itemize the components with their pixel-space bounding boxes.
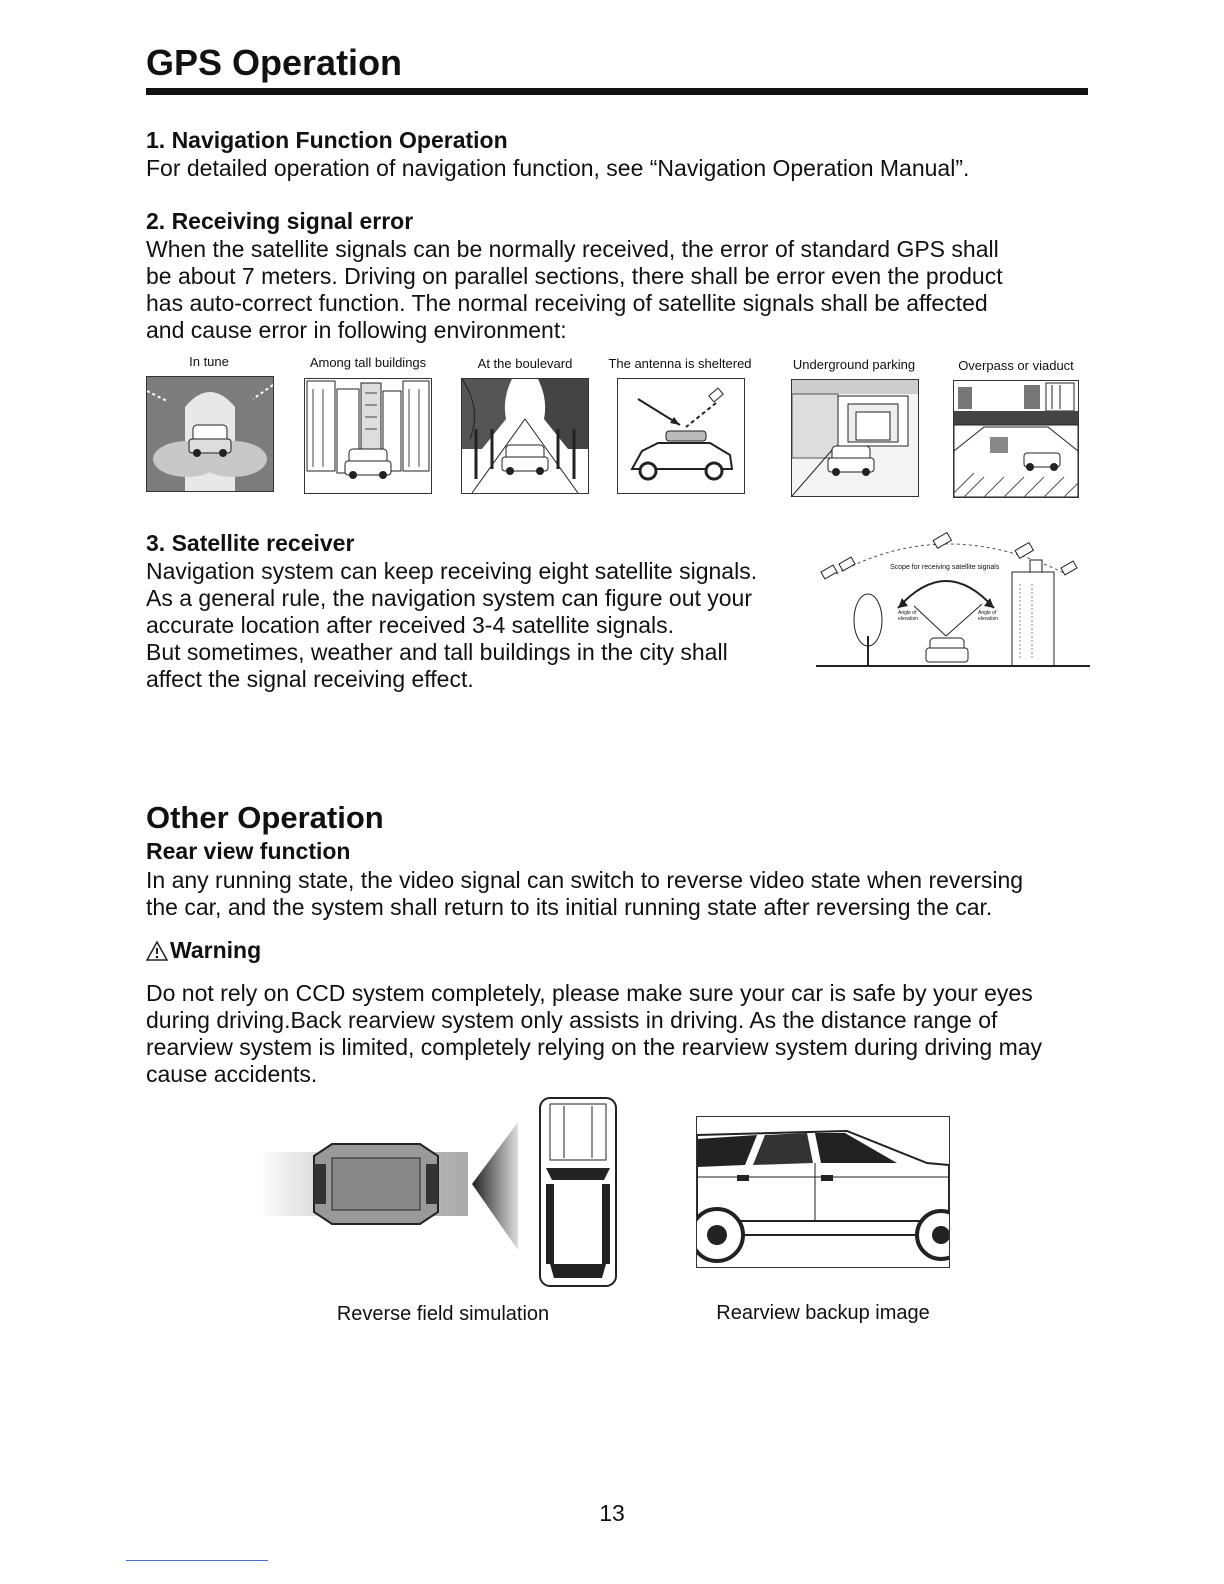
overpass-illustration — [953, 380, 1079, 498]
env-caption-tunnel: In tune — [189, 354, 229, 369]
error-body — [146, 236, 1106, 344]
nav-heading: 1. Navigation Function Operation — [146, 127, 508, 153]
satellite-heading: 3. Satellite receiver — [146, 530, 355, 556]
warning-line: Do not rely on CCD system completely, please make sure your car is safe by your eyes — [146, 980, 1033, 1006]
env-caption-antenna: The antenna is sheltered — [608, 356, 752, 371]
satellite-line: affect the signal receiving effect. — [146, 666, 474, 692]
warning-line: cause accidents. — [146, 1061, 318, 1087]
satellite-diagram — [816, 524, 1090, 672]
warning-line: rearview system is limited, completely relying on the rearview system during driving may — [146, 1034, 1043, 1060]
satellite-line: As a general rule, the navigation system can figure out your — [146, 585, 753, 611]
error-line: When the satellite signals can be normally received, the error of standard GPS shall — [146, 236, 999, 262]
error-line: be about 7 meters. Driving on parallel sections, there shall be error even the product — [146, 263, 1003, 289]
env-caption-overpass: Overpass or viaduct — [958, 358, 1074, 373]
error-line: and cause error in following environment: — [146, 317, 567, 343]
satellite-line: accurate location after received 3-4 satellite signals. — [146, 612, 675, 638]
buildings-illustration — [304, 378, 432, 494]
title-rule — [146, 88, 1088, 95]
env-caption-boulevard: At the boulevard — [477, 356, 573, 371]
satellite-body — [146, 558, 806, 693]
page-number: 13 — [599, 1500, 625, 1526]
satellite-line: But sometimes, weather and tall buildings in the city shall — [146, 639, 728, 665]
env-caption-buildings: Among tall buildings — [309, 355, 427, 370]
rear-view-line: In any running state, the video signal can switch to reverse video state when reversing — [146, 867, 1024, 893]
scope-label: Scope for receiving satellite signals — [890, 564, 1000, 571]
rearview-backup-caption: Rearview backup image — [716, 1302, 930, 1324]
rearview-backup-figure — [696, 1116, 950, 1268]
rear-view-subheading: Rear view function — [146, 838, 351, 864]
warning-line: during driving.Back rearview system only assists in driving. As the distance range of — [146, 1007, 998, 1033]
warning-body — [146, 980, 1106, 1088]
page-title: GPS Operation — [146, 42, 403, 83]
boulevard-illustration — [461, 378, 589, 494]
rear-view-body — [146, 867, 1106, 921]
other-title: Other Operation — [146, 800, 384, 835]
angle-label-right: Angle of elevation — [978, 610, 999, 622]
error-line: has auto-correct function. The normal receiving of satellite signals shall be affected — [146, 290, 988, 316]
nav-body: For detailed operation of navigation function, see “Navigation Operation Manual”. — [146, 155, 970, 181]
parking-illustration — [791, 379, 919, 497]
error-heading: 2. Receiving signal error — [146, 208, 414, 234]
antenna-illustration — [617, 378, 745, 494]
reverse-field-caption: Reverse field simulation — [336, 1303, 550, 1325]
satellite-line: Navigation system can keep receiving eight satellite signals. — [146, 558, 758, 584]
warning-header — [146, 937, 261, 964]
warning-label: Warning — [170, 937, 262, 963]
rear-view-line: the car, and the system shall return to its initial running state after reversing the car. — [146, 894, 993, 920]
warning-icon — [146, 940, 168, 962]
tunnel-illustration — [146, 376, 274, 492]
reverse-field-figure — [258, 1094, 628, 1290]
env-caption-parking: Underground parking — [792, 357, 916, 372]
angle-label-left: Angle of elevation — [898, 610, 919, 622]
footer-line — [126, 1560, 268, 1561]
